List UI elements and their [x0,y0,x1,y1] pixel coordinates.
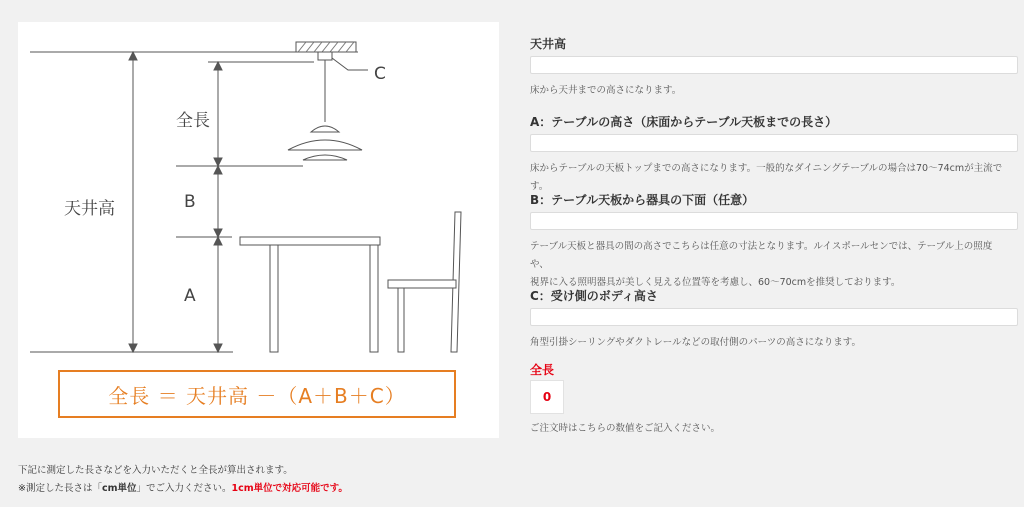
footer-precision-note: 1cm単位で対応可能です。 [231,483,348,494]
diagram-panel [18,22,499,438]
a-help-text: 床からテーブルの天板トップまでの高さになります。一般的なダイニングテーブルの場合は70〜74cmが主流です。 [530,163,1003,192]
b-help-line-2: 視界に入る照明器具が美しく見える位置等を考慮し、60〜70cmを推奨しております。 [530,277,901,288]
c-field [530,288,1010,352]
table-to-fixture-input[interactable] [530,212,1018,230]
c-leader-line [332,58,368,70]
table-leg-right [370,245,378,352]
total-length-label: 全長 [176,111,210,131]
chair-seat [388,280,456,288]
a-label: A [184,286,196,306]
lamp-top-shade [311,126,339,132]
chair-leg [398,288,404,352]
c-label: C [374,64,386,84]
ceiling-help-text: 床から天井までの高さになります。 [530,85,682,96]
a-field [530,114,1010,196]
formula-text: 全長 ＝ 天井高 －（A＋B＋C） [108,383,406,408]
b-label: B [184,192,196,212]
b-field-label: B：テーブル天板から器具の下面（任意） [530,193,755,207]
ceiling-height-label: 天井高 [64,199,115,219]
total-value: 0 [542,390,552,404]
a-field-label: A：テーブルの高さ（床面からテーブル天板までの長さ） [530,115,838,129]
table-height-input[interactable] [530,134,1018,152]
canopy [318,52,332,60]
lamp-middle-shade [288,140,362,150]
c-help-text: 角型引掛シーリングやダクトレールなどの取付側のパーツの高さになります。 [530,337,861,348]
footer-unit: cm単位 [101,483,137,494]
total-value-box [530,380,564,414]
formula-box [58,370,456,418]
ceiling-field [530,36,1010,100]
total-label: 全長 [530,363,555,377]
table-leg-left [270,245,278,352]
footer-line-2-prefix: ※測定した長さは「 [18,483,102,494]
footer-line-2-mid: 」でご入力ください。 [136,483,232,494]
lamp-bottom-shade [303,155,347,160]
body-height-input[interactable] [530,308,1018,326]
total-help-text: ご注文時はこちらの数値をご記入ください。 [530,423,721,434]
table-top [240,237,380,245]
b-help-text [530,238,1010,292]
b-help-line-1: テーブル天板と器具の間の高さでこちらは任意の寸法となります。ルイスポールセンでは、テーブル上の照度や、 [530,241,993,270]
b-field [530,192,1010,292]
footer-line-2 [18,480,348,498]
ceiling-field-label: 天井高 [530,37,567,51]
footer-notes [18,462,348,498]
c-field-label: C：受け側のボディ高さ [530,289,658,303]
ceiling-height-input[interactable] [530,56,1018,74]
total-field [530,362,1010,434]
footer-line-1: 下記に測定した長さなどを入力いただくと全長が算出されます。 [18,465,293,476]
